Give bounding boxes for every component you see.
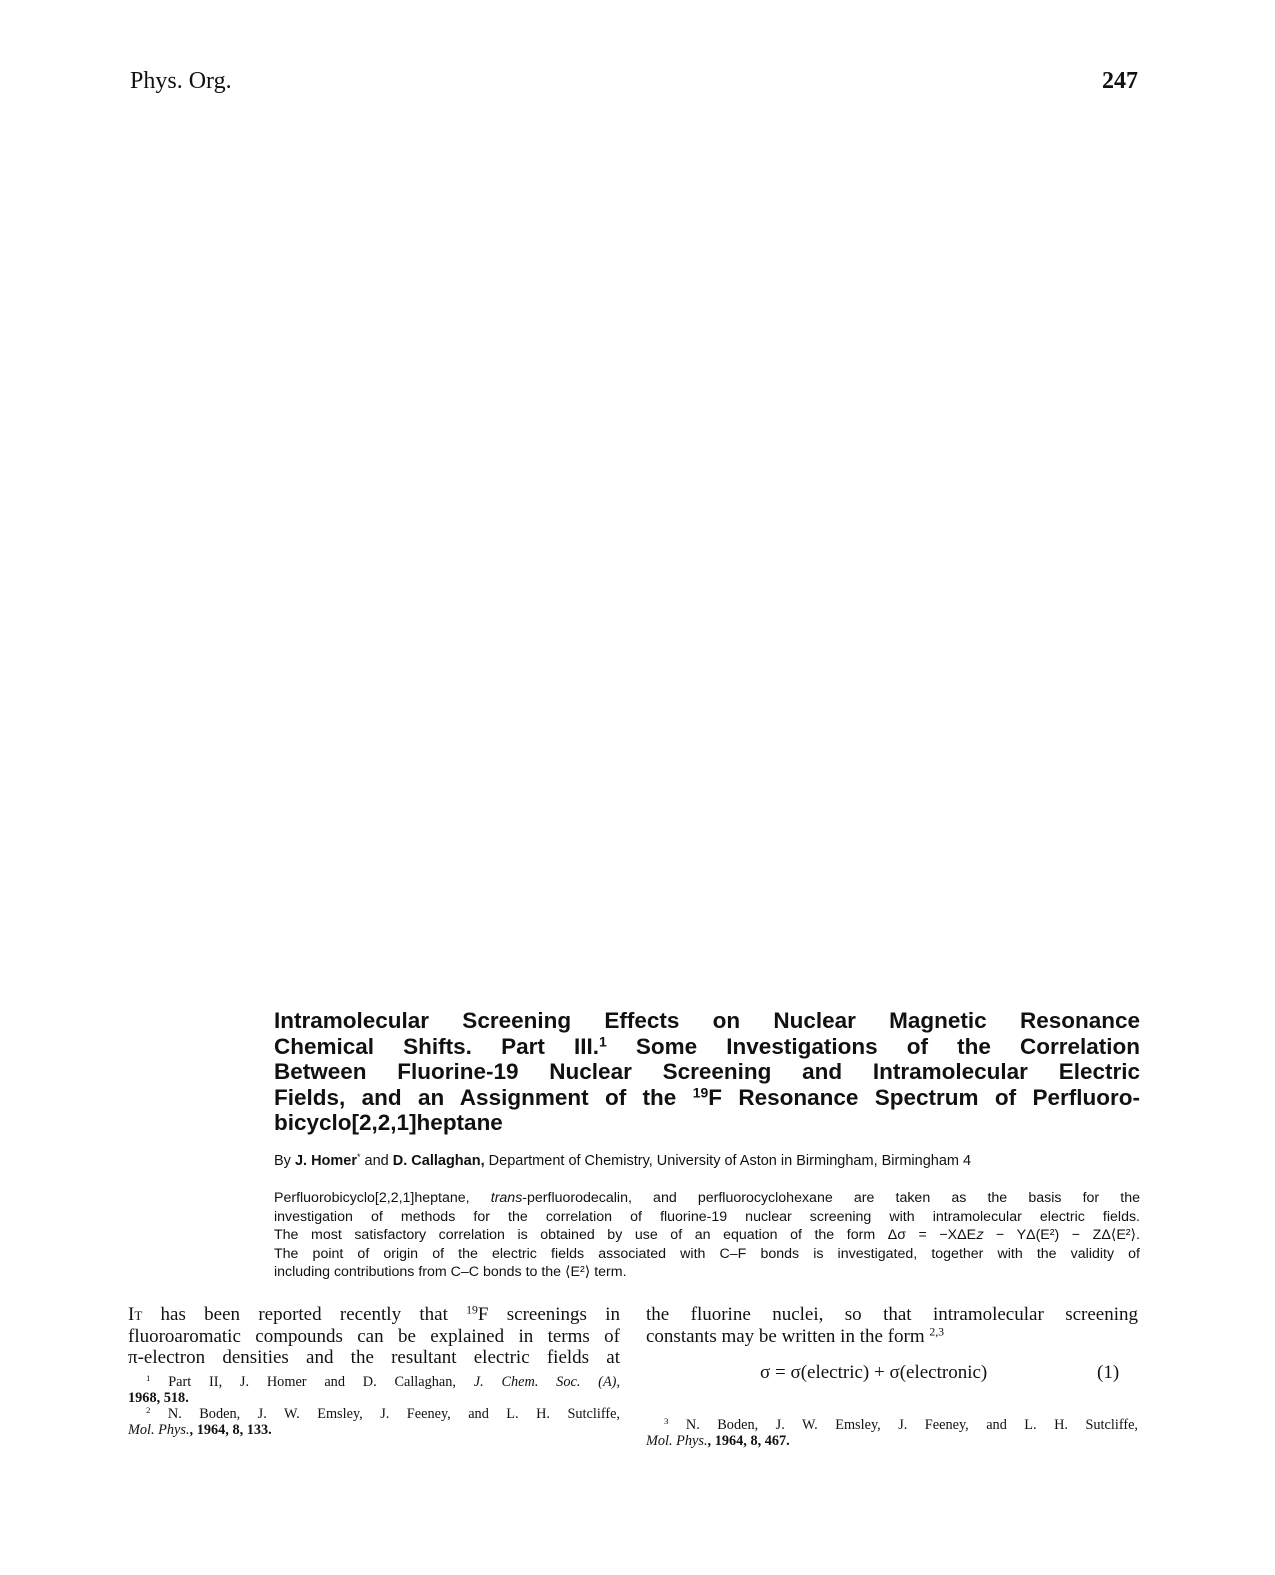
body-left-line-1-text: has been reported recently that [142, 1304, 467, 1325]
title-line-2 [274, 1034, 1140, 1060]
affiliation: Department of Chemistry, University of Aston in Birmingham, Birmingham 4 [484, 1153, 972, 1169]
equation-1: σ = σ(electric) + σ(electronic) [760, 1362, 988, 1383]
page-number: 247 [1102, 68, 1138, 94]
running-head: Phys. Org. [130, 68, 232, 94]
byline-and: and [360, 1153, 393, 1169]
author-homer: J. Homer [294, 1153, 358, 1169]
abstract [274, 1189, 1140, 1282]
footnote-1-journal: J. Chem. Soc. (A) [473, 1373, 617, 1390]
title-line-4 [274, 1085, 1140, 1111]
title-line-3: Between Fluorine-19 Nuclear Screening and Intramolecular Electric [274, 1059, 1140, 1084]
footnote-ref-1: 1 [598, 1032, 607, 1049]
body-left-line-1-rest: F screenings in [477, 1304, 620, 1325]
body-right-line-1: the fluorine nuclei, so that intramolecular screening [646, 1304, 1138, 1325]
footnote-1-text: Part II, J. Homer and D. Callaghan, [168, 1373, 474, 1390]
footnote-2-journal: Mol. Phys. [128, 1421, 190, 1438]
abstract-line-3: The most satisfactory correlation is obtained by use of an equation of the form Δσ = −XΔE𝑧 − YΔ(E²) − ZΔ⟨E²⟩. [274, 1227, 1140, 1244]
footnote-2 [128, 1406, 620, 1422]
author-callaghan: D. Callaghan, [392, 1153, 485, 1169]
footnote-3-line-2 [646, 1433, 1138, 1449]
body-column-left [128, 1304, 620, 1438]
body-left-line-3: π-electron densities and the resultant electric fields at [128, 1347, 620, 1368]
byline-by: By [274, 1153, 295, 1169]
footnote-3 [646, 1417, 1138, 1433]
body-left-line-1 [128, 1304, 620, 1326]
footnote-3-citation: , 1964, 8, 467. [707, 1433, 790, 1449]
abstract-line-1-rest: -perfluorodecalin, and perfluorocyclohexane are taken as the basis for the [522, 1190, 1141, 1206]
title-line-2-rest: Some Investigations of the Correlation [606, 1033, 1140, 1059]
title-part-number: Chemical Shifts. Part III. [274, 1033, 599, 1059]
byline [274, 1153, 1140, 1169]
footnote-1-mark: 1 [146, 1372, 151, 1383]
footnote-2-citation: , 1964, 8, 133. [189, 1421, 272, 1438]
body-left-line-2: fluoroaromatic compounds can be explained in terms of [128, 1325, 620, 1347]
footnote-1-punct: , [616, 1373, 621, 1390]
article-title [274, 1008, 1140, 1136]
isotope-superscript: 19 [692, 1083, 709, 1100]
abstract-line-1 [274, 1189, 1140, 1208]
footnote-2-authors: N. Boden, J. W. Emsley, J. Feeney, and L. H. Sutcliffe, [167, 1405, 620, 1422]
footnote-1-line-2: 1968, 518. [128, 1389, 189, 1406]
equation-number: (1) [1097, 1362, 1120, 1383]
footnote-3-mark: 3 [664, 1416, 669, 1427]
footnote-2-mark: 2 [146, 1404, 151, 1415]
corresponding-author-mark: * [357, 1152, 361, 1163]
footnote-2-line-2 [128, 1422, 620, 1438]
isotope-superscript: 19 [466, 1303, 478, 1317]
body-right-line-2-text: constants may be written in the form [646, 1325, 930, 1347]
abstract-line-5: including contributions from C–C bonds to the ⟨E²⟩ term. [274, 1264, 627, 1281]
footnote-3-journal: Mol. Phys. [646, 1433, 708, 1449]
abstract-line-4: The point of origin of the electric fields associated with C–F bonds is investigated, together with the validity of [274, 1245, 1140, 1262]
title-line-4-rest: F Resonance Spectrum of Perfluoro- [708, 1084, 1140, 1110]
footnote-3-authors: N. Boden, J. W. Emsley, J. Feeney, and L. H. Sutcliffe, [685, 1417, 1138, 1433]
abstract-line-2: investigation of methods for the correlation of fluorine-19 nuclear screening with intramolecular electric fields. [274, 1208, 1140, 1225]
title-line-5: bicyclo[2,2,1]heptane [274, 1110, 503, 1135]
title-line-4-start: Fields, and an Assignment of the [274, 1084, 693, 1110]
abstract-line-1-start: Perfluorobicyclo[2,2,1]heptane, [274, 1190, 491, 1206]
abstract-italic-trans: trans [490, 1190, 523, 1206]
reference-superscript: 2,3 [929, 1325, 945, 1339]
title-line-1: Intramolecular Screening Effects on Nuclear Magnetic Resonance [274, 1008, 1140, 1033]
footnote-1 [128, 1374, 620, 1390]
opening-word: It [128, 1304, 143, 1325]
body-right-line-2 [646, 1326, 1138, 1348]
